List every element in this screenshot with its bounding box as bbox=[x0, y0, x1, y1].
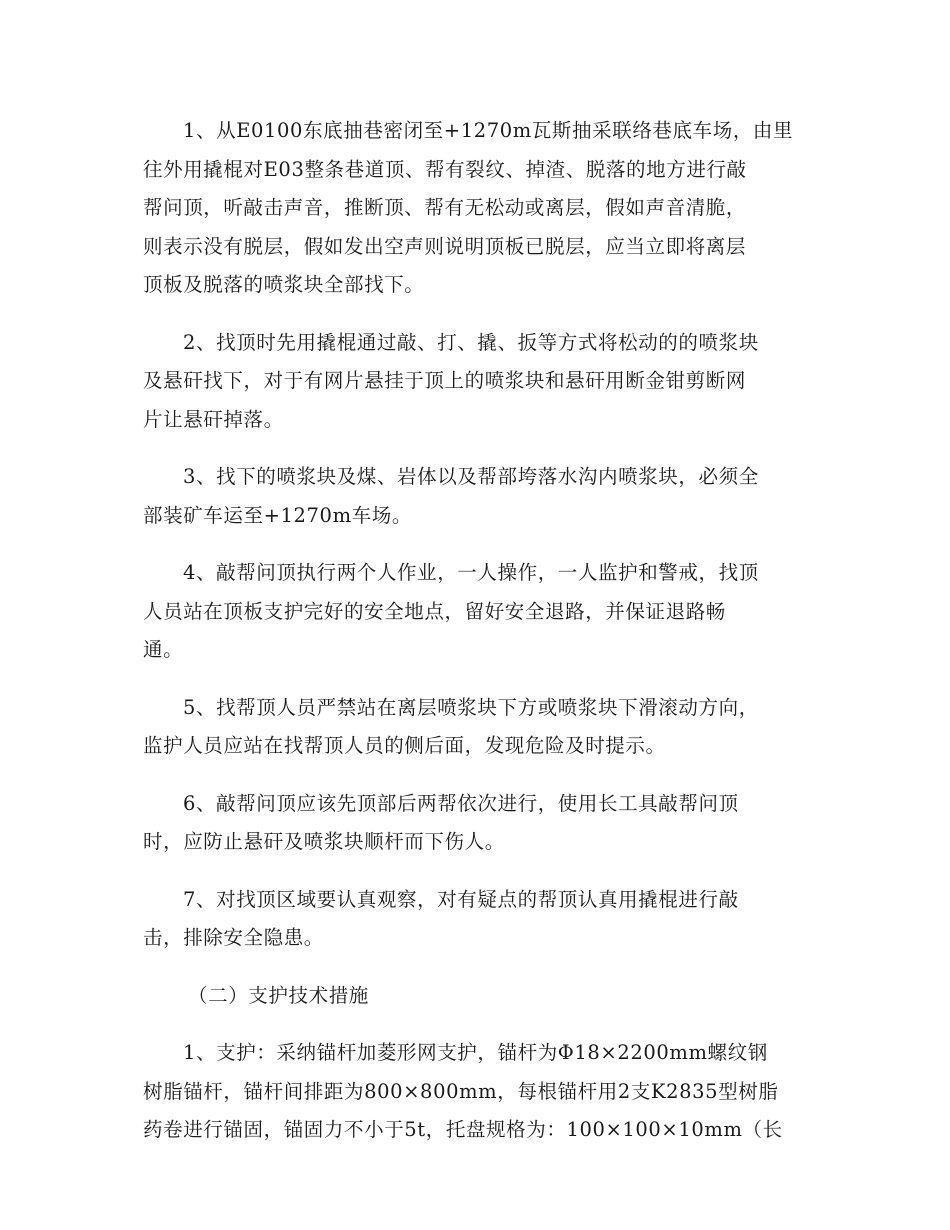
text-line: 3、找下的喷浆块及煤、岩体以及帮部垮落水沟内喷浆块，必须全 bbox=[183, 465, 759, 488]
paragraph-6 bbox=[143, 785, 808, 862]
text-line: 部装矿车运至+1270m车场。 bbox=[143, 503, 412, 527]
text-line: 及悬矸找下，对于有网片悬挂于顶上的喷浆块和悬矸用断金钳剪断网 bbox=[143, 369, 747, 392]
paragraph-3 bbox=[143, 458, 808, 535]
paragraph-4 bbox=[143, 554, 808, 670]
text-line: 片让悬矸掉落。 bbox=[143, 407, 284, 431]
paragraph-1 bbox=[143, 112, 808, 305]
text-line: 监护人员应站在找帮顶人员的侧后面，发现危险及时提示。 bbox=[143, 734, 666, 757]
support-paragraph bbox=[143, 1034, 808, 1150]
text-line: 则表示没有脱层，假如发出空声则说明顶板已脱层，应当立即将离层 bbox=[143, 234, 747, 258]
text-line: 1、支护：采纳锚杆加菱形网支护，锚杆为Φ18×2200mm螺纹钢 bbox=[183, 1041, 768, 1064]
text-line: 4、敲帮问顶执行两个人作业，一人操作，一人监护和警戒，找顶 bbox=[183, 561, 759, 584]
text-line: 击，排除安全隐患。 bbox=[143, 926, 324, 949]
text-line: 5、找帮顶人员严禁站在离层喷浆块下方或喷浆块下滑滚动方向， bbox=[183, 695, 759, 719]
text-line: 1、从E0100东底抽巷密闭至+1270m瓦斯抽采联络巷底车场，由里 bbox=[183, 119, 794, 142]
section-heading: （二）支护技术措施 bbox=[188, 983, 369, 1007]
paragraph-5 bbox=[143, 689, 808, 766]
text-line: 7、对找顶区域要认真观察，对有疑点的帮顶认真用撬棍进行敲 bbox=[183, 887, 739, 911]
text-line: 时，应防止悬矸及喷浆块顺杆而下伤人。 bbox=[143, 830, 505, 853]
text-line: 人员站在顶板支护完好的安全地点，留好安全退路，并保证退路畅 bbox=[143, 599, 726, 623]
text-line: 顶板及脱落的喷浆块全部找下。 bbox=[143, 273, 425, 296]
text-line: 帮问顶，听敲击声音，推断顶、帮有无松动或离层，假如声音清脆， bbox=[143, 196, 747, 219]
text-line: 6、敲帮问顶应该先顶部后两帮依次进行，使用长工具敲帮问顶 bbox=[183, 791, 739, 815]
text-line: 树脂锚杆，锚杆间排距为800×800mm，每根锚杆用2支K2835型树脂 bbox=[143, 1079, 779, 1103]
document-page bbox=[143, 112, 808, 1169]
text-line: 2、找顶时先用撬棍通过敲、打、撬、扳等方式将松动的的喷浆块 bbox=[183, 330, 759, 354]
paragraph-2 bbox=[143, 324, 808, 440]
text-line: 通。 bbox=[143, 638, 184, 661]
text-line: 药卷进行锚固，锚固力不小于5t，托盘规格为：100×100×10mm（长 bbox=[143, 1118, 783, 1141]
paragraph-7 bbox=[143, 881, 808, 958]
text-line: 往外用撬棍对E03整条巷道顶、帮有裂纹、掉渣、脱落的地方进行敲 bbox=[143, 157, 747, 181]
